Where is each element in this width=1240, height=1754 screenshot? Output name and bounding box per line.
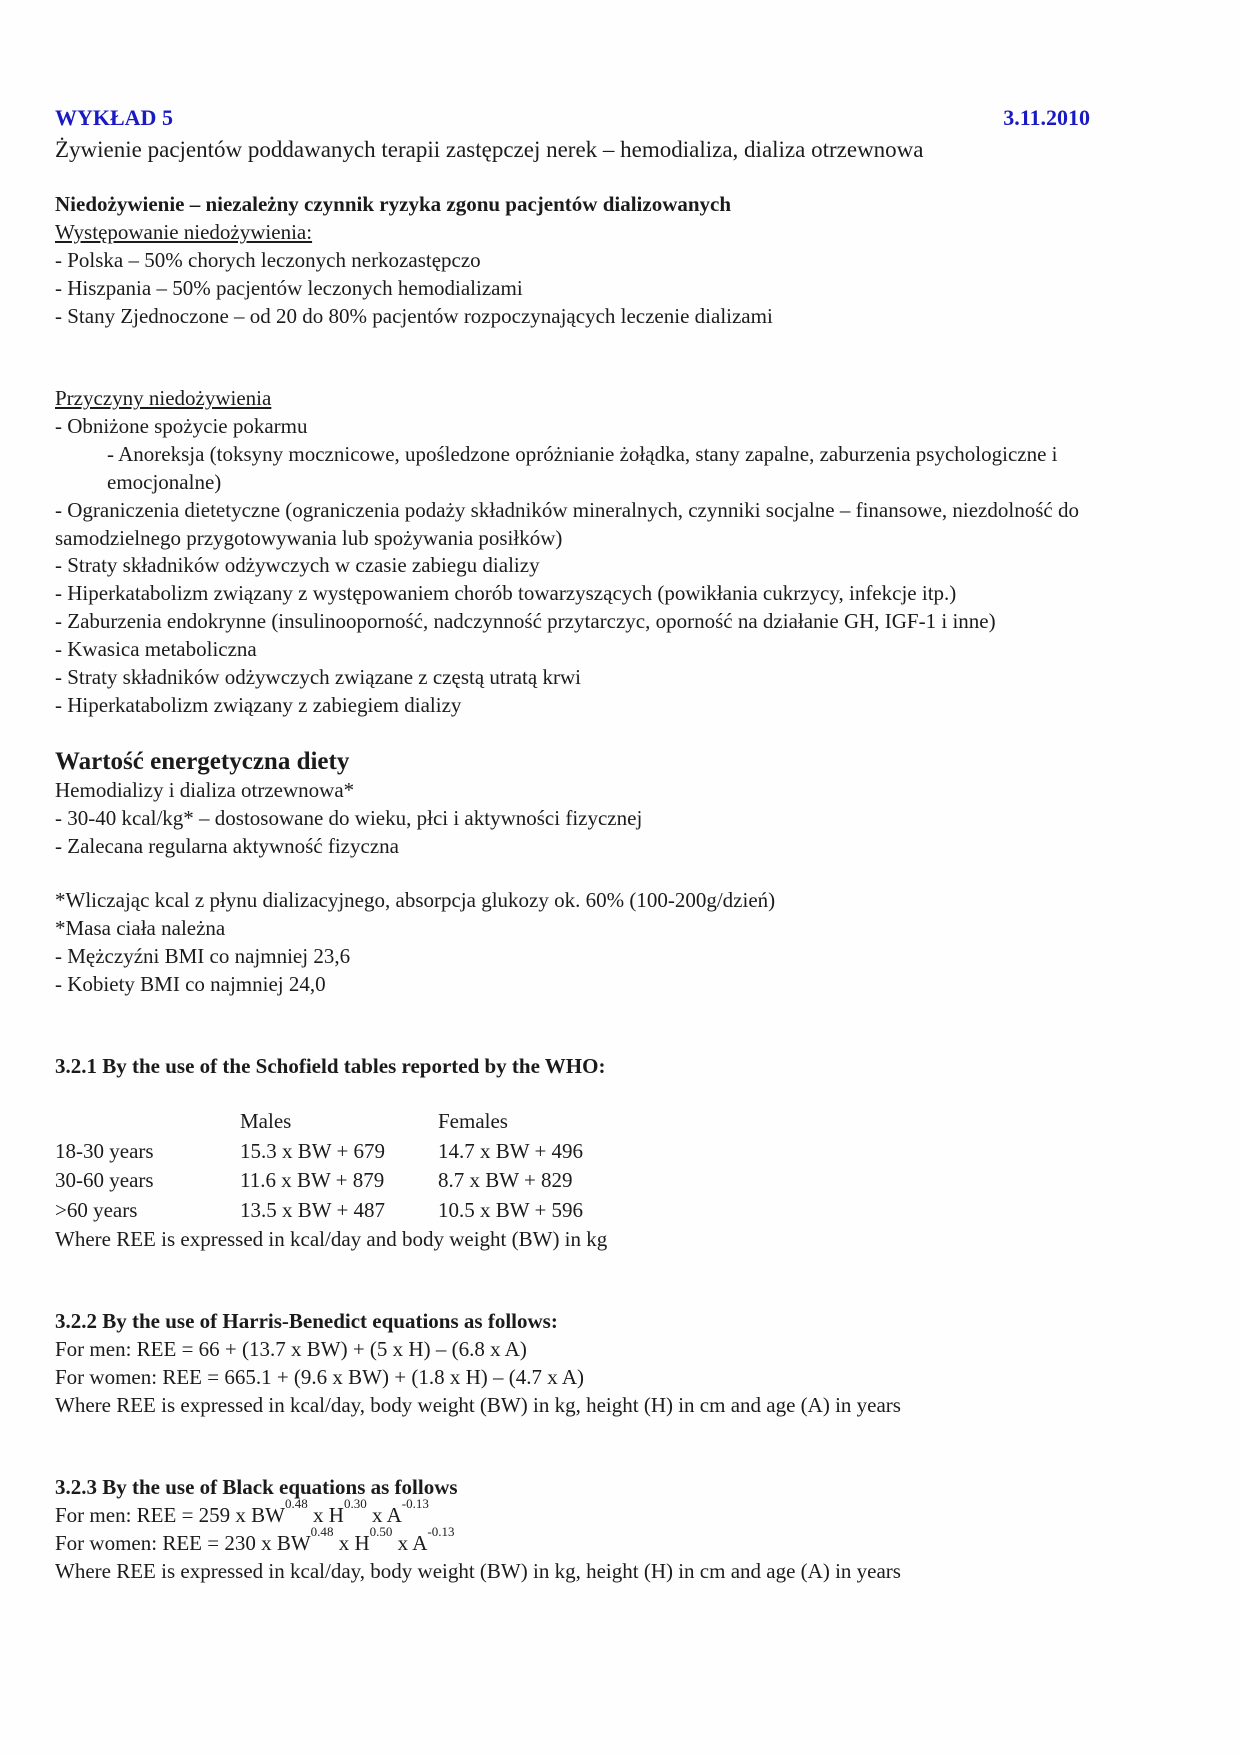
malnutrition-heading: Niedożywienie – niezależny czynnik ryzyka zgonu pacjentów dializowanych: [55, 192, 732, 217]
table-header-cell: Females: [438, 1108, 508, 1133]
table-cell-females: 10.5 x BW + 596: [438, 1198, 584, 1223]
lecture-number: WYKŁAD 5: [55, 105, 173, 130]
energy-item: - 30-40 kcal/kg* – dostosowane do wieku, płci i aktywności fizycznej: [55, 806, 643, 831]
cause-item: - Kwasica metaboliczna: [55, 637, 257, 662]
cause-item: - Hiperkatabolizm związany z zabiegiem dializy: [55, 693, 462, 718]
table-header-cell: [55, 1107, 240, 1137]
table-cell-males: 11.6 x BW + 879: [240, 1168, 385, 1193]
occurrence-heading: Występowanie niedożywienia:: [55, 220, 313, 245]
doc-header: [55, 103, 1090, 132]
table-cell-age: >60 years: [55, 1198, 138, 1223]
cause-item: - Obniżone spożycie pokarmu: [55, 413, 308, 438]
table-header-row: [55, 1107, 583, 1137]
schofield-heading: 3.2.1 By the use of the Schofield tables reported by the WHO:: [55, 1053, 606, 1078]
energy-subheading: Hemodializy i dializa otrzewnowa*: [55, 778, 355, 803]
table-header-cell: Males: [240, 1108, 292, 1133]
table-row: [55, 1137, 583, 1167]
table-cell-males: 15.3 x BW + 679: [240, 1138, 386, 1163]
table-row: [55, 1166, 583, 1196]
cause-item: - Zaburzenia endokrynne (insulinooporność, nadczynność przytarczyc, oporność na działanie GH, IGF-1 i inne): [55, 609, 996, 634]
black-note: Where REE is expressed in kcal/day, body weight (BW) in kg, height (H) in cm and age (A) in years: [55, 1558, 901, 1583]
occurrence-item: - Stany Zjednoczone – od 20 do 80% pacjentów rozpoczynających leczenie dializami: [55, 303, 773, 328]
table-cell-age: 18-30 years: [55, 1138, 154, 1163]
black-women-formula: For women: REE = 230 x $BW^{0.48}$ x $H^{0.50}$ x $A^{-0.13}$: [55, 1523, 455, 1555]
cause-item: - Straty składników odżywczych w czasie zabiegu dializy: [55, 553, 540, 578]
energy-heading: Wartość energetyczna diety: [55, 747, 350, 775]
causes-heading: Przyczyny niedożywienia: [55, 385, 272, 410]
table-cell-females: 8.7 x BW + 829: [438, 1168, 573, 1193]
page-title: Żywienie pacjentów poddawanych terapii zastępczej nerek – hemodializa, dializa otrzewnowa: [55, 137, 924, 163]
black-men-formula: For men: REE = 259 x $BW^{0.48}$ x $H^{0.30}$ x $A^{-0.13}$: [55, 1495, 429, 1527]
energy-footnote: *Masa ciała należna: [55, 915, 226, 940]
occurrence-item: - Hiszpania – 50% pacjentów leczonych hemodializami: [55, 276, 523, 301]
energy-footnote: - Mężczyźni BMI co najmniej 23,6: [55, 943, 351, 968]
schofield-note: Where REE is expressed in kcal/day and body weight (BW) in kg: [55, 1227, 608, 1252]
cause-item: - Ograniczenia dietetyczne (ograniczenia podaży składników mineralnych, czynniki socjalne – finansowe, niezdolność do samodzielnego przygotowywania lub spożywania posiłków): [55, 497, 1079, 550]
table-cell-females: 14.7 x BW + 496: [438, 1138, 584, 1163]
lecture-date: 3.11.2010: [1003, 105, 1090, 130]
occurrence-item: - Polska – 50% chorych leczonych nerkozastępczo: [55, 248, 481, 273]
harris-women-formula: For women: REE = 665.1 + (9.6 x BW) + (1.8 x H) – (4.7 x A): [55, 1365, 584, 1390]
harris-heading: 3.2.2 By the use of Harris-Benedict equations as follows:: [55, 1309, 558, 1334]
harris-note: Where REE is expressed in kcal/day, body weight (BW) in kg, height (H) in cm and age (A) in years: [55, 1392, 901, 1417]
cause-item: - Straty składników odżywczych związane z częstą utratą krwi: [55, 665, 581, 690]
table-cell-males: 13.5 x BW + 487: [240, 1198, 386, 1223]
harris-men-formula: For men: REE = 66 + (13.7 x BW) + (5 x H) – (6.8 x A): [55, 1337, 527, 1362]
cause-item: - Hiperkatabolizm związany z występowaniem chorób towarzyszących (powikłania cukrzycy, infekcje itp.): [55, 581, 957, 606]
energy-footnote: *Wliczając kcal z płynu dializacyjnego, absorpcja glukozy ok. 60% (100-200g/dzień): [55, 887, 776, 912]
table-cell-age: 30-60 years: [55, 1168, 154, 1193]
table-row: [55, 1196, 583, 1226]
energy-item: - Zalecana regularna aktywność fizyczna: [55, 834, 399, 859]
schofield-table: [55, 1107, 583, 1227]
black-heading: 3.2.3 By the use of Black equations as follows: [55, 1474, 458, 1499]
cause-subitem: - Anoreksja (toksyny mocznicowe, upośledzone opróżnianie żołądka, stany zapalne, zaburzenia psychologiczne i emocjonalne): [107, 441, 1058, 494]
energy-footnote: - Kobiety BMI co najmniej 24,0: [55, 971, 326, 996]
document-content: [55, 103, 1090, 1586]
